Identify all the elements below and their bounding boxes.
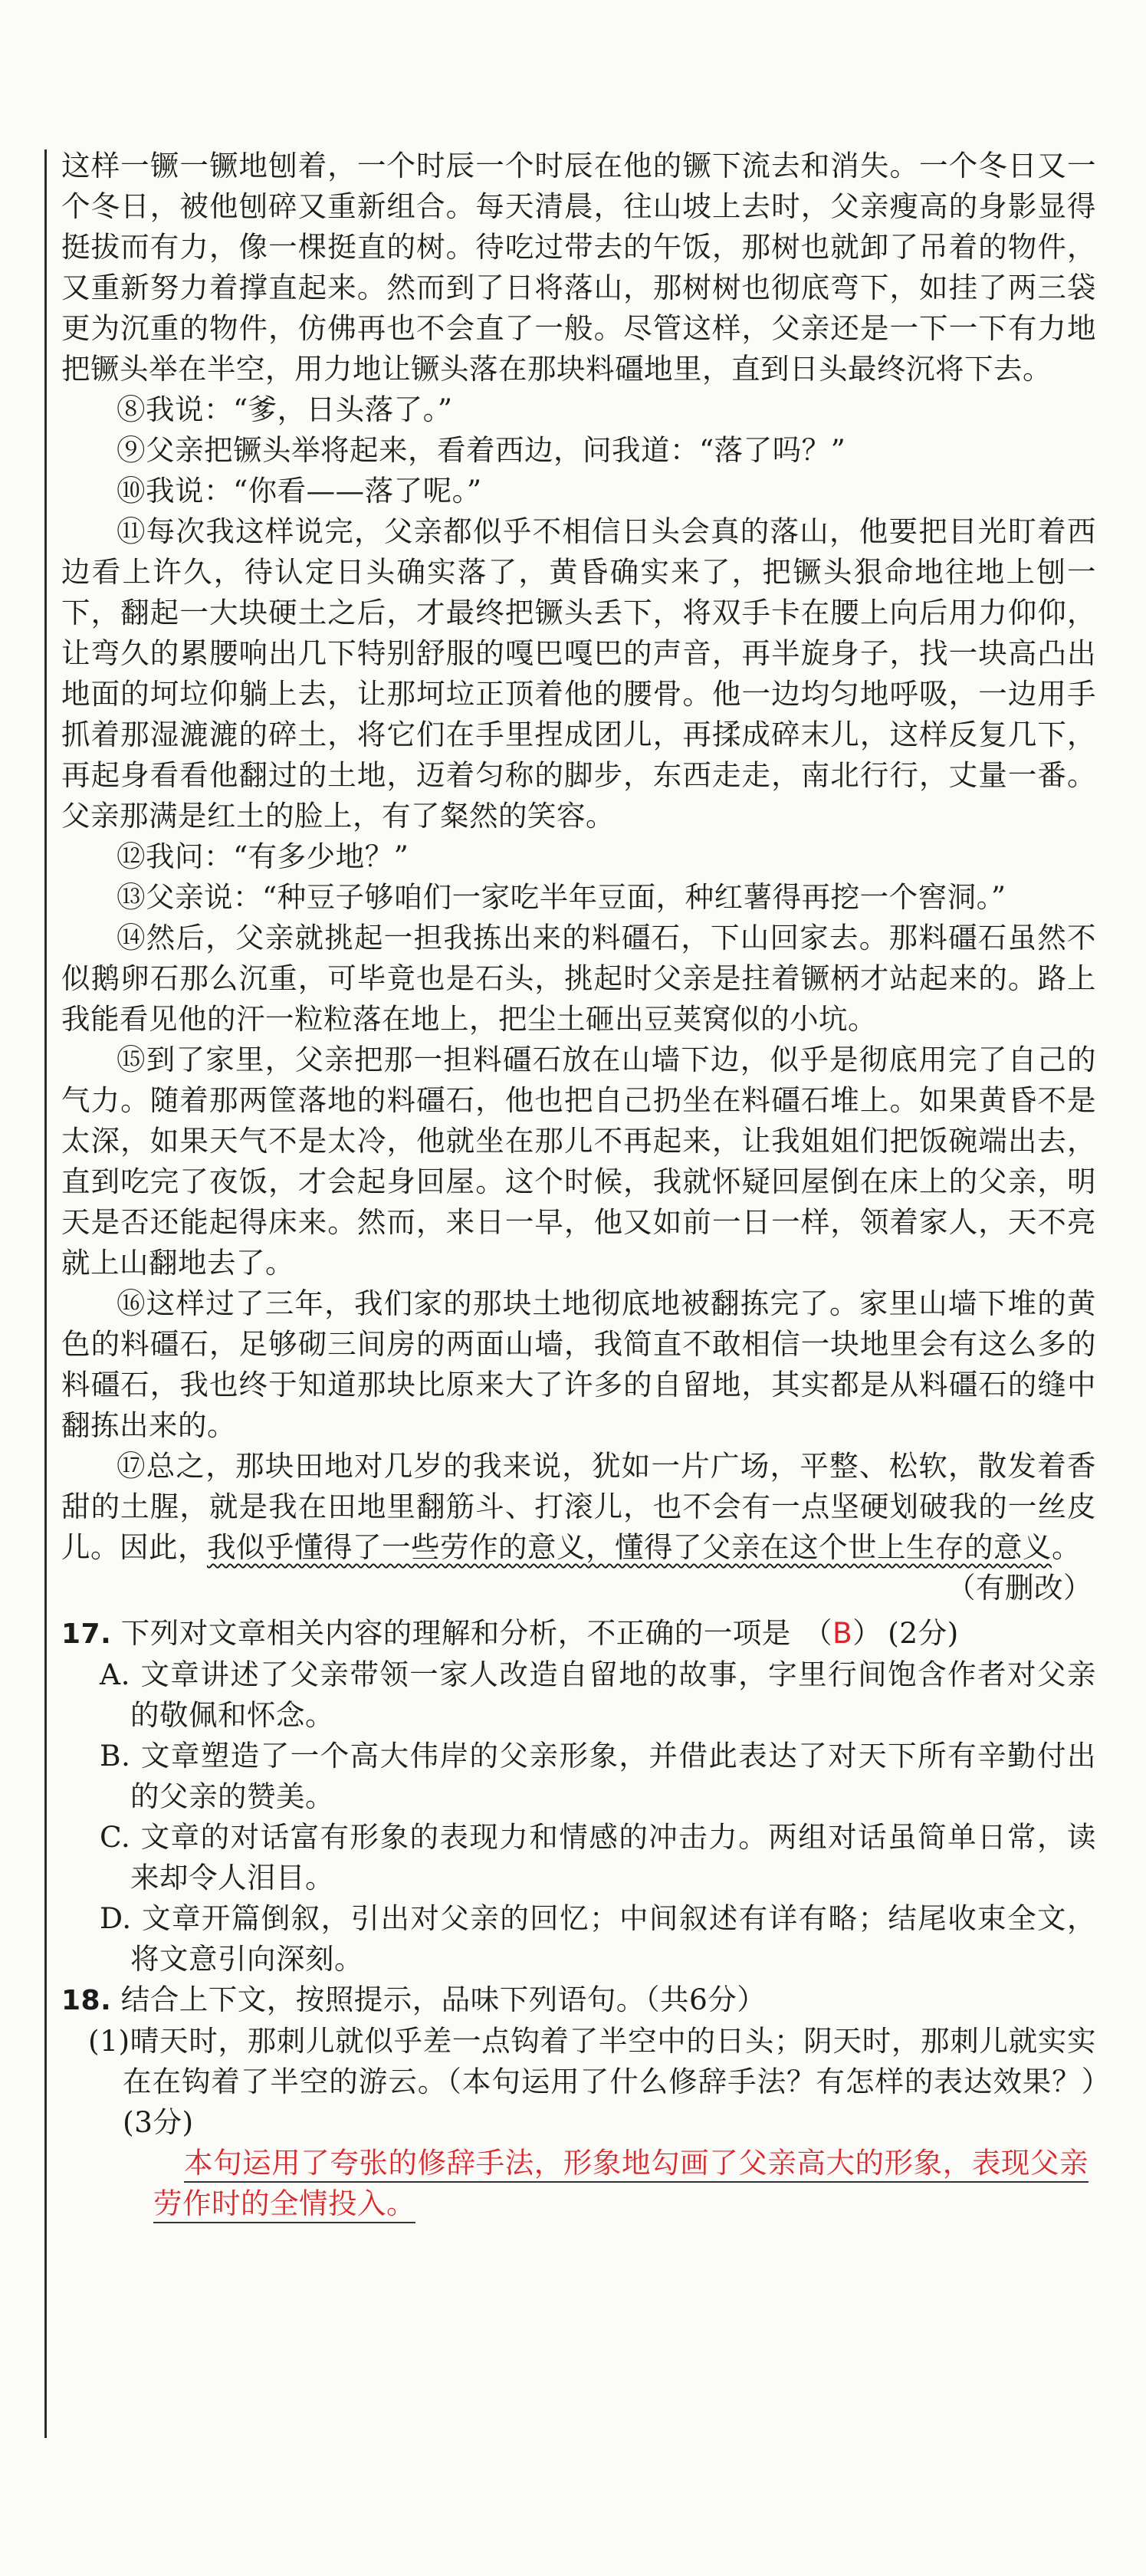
question-17-answer: B <box>832 1616 853 1650</box>
margin-rule <box>44 150 47 2438</box>
document-page <box>61 146 1096 2224</box>
paragraph-17-end: 。 <box>1052 1530 1081 1564</box>
paren-close: ） <box>852 1616 882 1650</box>
option-d: D. 文章开篇倒叙，引出对父亲的回忆；中间叙述有详有略；结尾收束全文，将文意引向深刻。 <box>100 1901 1096 1976</box>
paragraph-15: ⑮到了家里，父亲把那一担料礓石放在山墙下边，似乎是彻底用完了自己的气力。随着那两筐落地的料礓石，他也把自己扔坐在料礓石堆上。如果黄昏不是太深，如果天气不是太冷，他就坐在那儿不再起来，让我姐姐们把饭碗端出去，直到吃完了夜饭，才会起身回屋。这个时候，我就怀疑回屋倒在床上的父亲，明天是否还能起得床来。然而，来日一早，他又如前一日一样，领着家人，天不亮就上山翻地去了。 <box>61 1043 1096 1280</box>
paragraph-12: ⑫我问：“有多少地？” <box>117 840 409 873</box>
paragraph-17-start: ⑰总之，那块田地对几岁的我来说，犹如一片广场，平整、松软，散发着香甜的土腥，就是我在田地里翻筋斗、打滚儿，也不会有一点坚硬划破我的一丝皮儿。因此， <box>61 1449 1096 1564</box>
question-17-points: (2分) <box>888 1616 959 1650</box>
handwritten-answer: 本句运用了夸张的修辞手法，形象地勾画了父亲高大的形象，表现父亲劳作时的全情投入。 <box>153 2146 1089 2223</box>
paragraph-9: ⑨父亲把镢头举将起来，看着西边，问我道：“落了吗？” <box>117 433 846 467</box>
paragraph-11: ⑪每次我这样说完，父亲都似乎不相信日头会真的落山，他要把目光盯着西边看上许久，待认定日头确实落了，黄昏确实来了，把镢头狠命地往地上刨一下，翻起一大块硬土之后，才最终把镢头丢下，将双手卡在腰上向后用力仰仰，让弯久的累腰响出几下特别舒服的嘎巴嘎巴的声音，再半旋身子，找一块高凸出地面的坷垃仰躺上去，让那坷垃正顶着他的腰骨。他一边均匀地呼吸，一边用手抓着那湿漉漉的碎土，将它们在手里捏成团儿，再揉成碎末儿，这样反复几下，再起身看看他翻过的土地，迈着匀称的脚步，东西走走，南北行行，丈量一番。父亲那满是红土的脸上，有了粲然的笑容。 <box>61 514 1096 833</box>
question-18-answer-1 <box>153 2143 1089 2224</box>
option-b: B. 文章塑造了一个高大伟岸的父亲形象，并借此表达了对天下所有辛勤付出的父亲的赞美。 <box>100 1739 1096 1813</box>
paragraph-continued: 这样一镢一镢地刨着，一个时辰一个时辰在他的镢下流去和消失。一个冬日又一个冬日，被他刨碎又重新组合。每天清晨，往山坡上去时，父亲瘦高的身影显得挺拔而有力，像一棵挺直的树。待吃过带去的午饭，那树也就卸了吊着的物件，又重新努力着撑直起来。然而到了日将落山，那树树也彻底弯下，如挂了两三袋更为沉重的物件，仿佛再也不会直了一般。尽管这样，父亲还是一下一下有力地把镢头举在半空，用力地让镢头落在那块料礓地里，直到日头最终沉将下去。 <box>61 149 1096 386</box>
option-a: A. 文章讲述了父亲带领一家人改造自留地的故事，字里行间饱含作者对父亲的敬佩和怀念。 <box>100 1658 1096 1732</box>
paragraph-8: ⑧我说：“爹，日头落了。” <box>117 393 453 426</box>
question-17-text: 下列对文章相关内容的理解和分析，不正确的一项是 <box>120 1616 791 1650</box>
paragraph-16: ⑯这样过了三年，我们家的那块土地彻底地被翻拣完了。家里山墙下堆的黄色的料礓石，足够砌三间房的两面山墙，我简直不敢相信一块地里会有这么多的料礓石，我也终于知道那块比原来大了许多的自留地，其实都是从料礓石的缝中翻拣出来的。 <box>61 1286 1096 1442</box>
question-18-number: 18. <box>61 1985 112 2016</box>
option-c: C. 文章的对话富有形象的表现力和情感的冲击力。两组对话虽简单日常，读来却令人泪目。 <box>100 1820 1096 1894</box>
question-17-answer-box <box>800 1613 885 1654</box>
paragraph-13: ⑬父亲说：“种豆子够咱们一家吃半年豆面，种红薯得再挖一个窖洞。” <box>117 880 1006 914</box>
paragraph-14: ⑭然后，父亲就挑起一担我拣出来的料礓石，下山回家去。那料礓石虽然不似鹅卵石那么沉重，可毕竟也是石头，挑起时父亲是拄着镢柄才站起来的。路上我能看见他的汗一粒粒落在地上，把尘土砸出豆荚窝似的小坑。 <box>61 921 1096 1036</box>
question-18-text: 结合上下文，按照提示，品味下列语句。（共6分） <box>120 1983 767 2016</box>
question-17-number: 17. <box>61 1618 112 1650</box>
question-18-sub-1: (1)晴天时，那刺儿就似乎差一点钩着了半空中的日头；阴天时，那刺儿就实实在在钩着了半空的游云。（本句运用了什么修辞手法？有怎样的表达效果？）(3分) <box>88 2024 1096 2139</box>
question-17-stem <box>61 1613 1096 1654</box>
source-note: （有删改） <box>947 1571 1092 1605</box>
wavy-underlined-sentence: 我似乎懂得了一些劳作的意义，懂得了父亲在这个世上生存的意义 <box>207 1530 1052 1564</box>
paragraph-17 <box>61 1446 1096 1568</box>
paragraph-10: ⑩我说：“你看——落了呢。” <box>117 474 482 508</box>
paren-open: （ <box>803 1616 832 1650</box>
question-18-stem <box>61 1980 1096 2021</box>
